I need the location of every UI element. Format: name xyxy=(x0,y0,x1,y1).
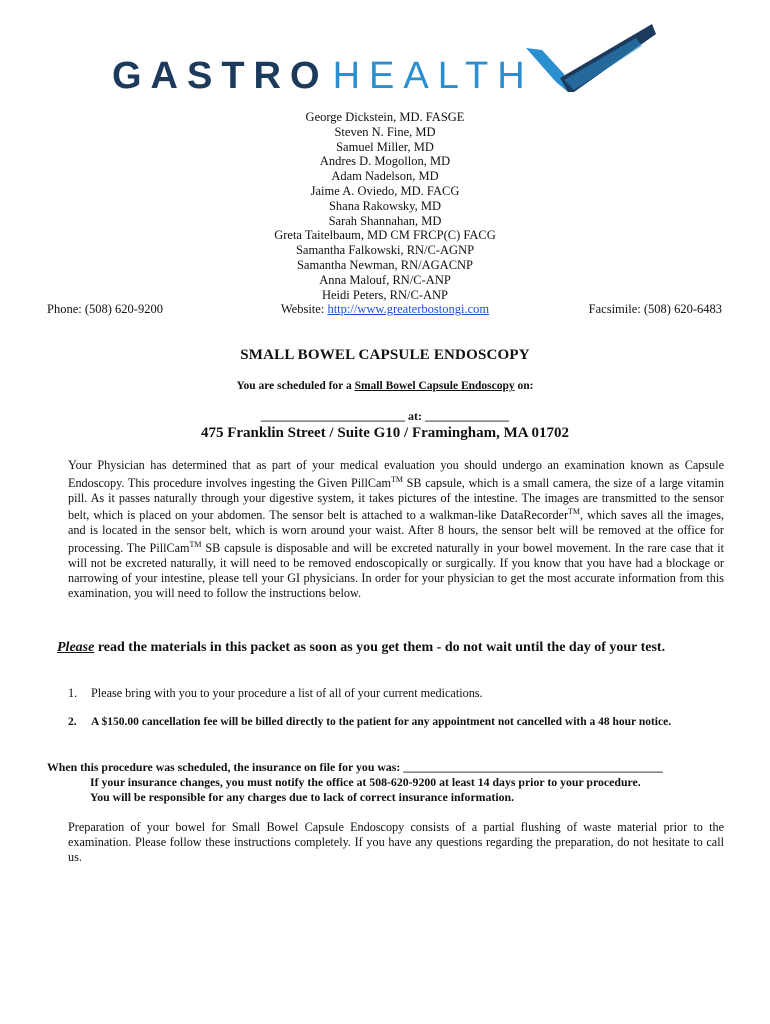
intro-text-2: SB capsule, which is a small camera, the size of a large vitamin pill. As it passes naturally through your digestive system, it takes pictures of the intestine. The images are transmitted to the sensor belt, which is placed on your abdomen. The sensor belt is attached to a walkman-like DataRecorder xyxy=(68,475,724,523)
list-text: A $150.00 cancellation fee will be billed directly to the patient for any appointment not cancelled with a 48 hour notice. xyxy=(91,716,672,728)
document-title: SMALL BOWEL CAPSULE ENDOSCOPY xyxy=(240,347,530,363)
list-item xyxy=(68,686,728,701)
appointment-date-time-blank: ________________________ at: ______________ xyxy=(261,409,509,423)
phone-number: Phone: (508) 620-9200 xyxy=(47,302,163,316)
insurance-change-note: If your insurance changes, you must notify the office at 508-620-9200 at least 14 days prior to your procedure. xyxy=(90,775,641,789)
staff-name: Sarah Shannahan, MD xyxy=(328,213,442,228)
website-label: Website: xyxy=(280,302,328,317)
list-number: 2. xyxy=(68,716,77,728)
list-item xyxy=(68,715,728,730)
gastro-health-logo xyxy=(112,20,658,96)
staff-name: George Dickstein, MD. FASGE xyxy=(305,110,465,124)
staff-name: Steven N. Fine, MD xyxy=(334,124,436,139)
staff-name: Andres D. Mogollon, MD xyxy=(319,154,451,169)
checkmark-swoosh-icon xyxy=(524,20,658,96)
staff-name: Shana Rakowsky, MD xyxy=(328,198,442,213)
insurance-responsibility-note: You will be responsible for any charges due to lack of correct insurance information. xyxy=(90,790,515,804)
insurance-on-file-line: When this procedure was scheduled, the insurance on file for you was: ____________________________________________ xyxy=(47,760,663,774)
prep-paragraph: Preparation of your bowel for Small Bowel Capsule Endoscopy consists of a partial flushing of waste material prior to the examination. Please follow these instructions completely. If you have any questions regarding the preparation, do not hesitate to call us. xyxy=(68,820,724,864)
staff-list xyxy=(0,110,770,317)
read-materials-notice xyxy=(57,640,665,656)
staff-name: Anna Malouf, RN/C-ANP xyxy=(319,272,451,287)
notice-emphasis: Please xyxy=(57,640,95,655)
staff-name: Adam Nadelson, MD xyxy=(331,169,439,184)
staff-name: Samantha Newman, RN/AGACNP xyxy=(296,257,474,272)
staff-name: Samuel Miller, MD xyxy=(336,139,434,154)
staff-name: Greta Taitelbaum, MD CM FRCP(C) FACG xyxy=(274,228,496,243)
intro-text-1: Your Physician has determined that as part of your medical evaluation you should undergo an examination known as Capsule Endoscopy. This procedure involves ingesting the Given PillCam xyxy=(68,458,724,490)
intro-text-4: SB capsule is disposable and will be excreted naturally in your bowel movement. In the rare case that it will not be excreted naturally, it will need to be removed endoscopically or surgically. If you know that you have had a blockage or narrowing of your intestine, please tell your GI physicians. In order for your physician to get the most accurate information from this examination, you will need to follow the instructions below. xyxy=(68,541,724,600)
office-address: 475 Franklin Street / Suite G10 / Framingham, MA 01702 xyxy=(200,425,570,441)
scheduled-line xyxy=(0,380,770,392)
trademark-mark: TM xyxy=(568,507,581,517)
logo-gastro-text: GASTRO xyxy=(112,55,329,97)
insurance-section xyxy=(47,760,737,805)
list-number: 1. xyxy=(68,686,78,700)
intro-paragraph xyxy=(68,458,724,600)
website-link[interactable]: http://www.greaterbostongi.com xyxy=(327,302,490,317)
trademark-mark: TM xyxy=(390,474,403,484)
staff-name: Samantha Falkowski, RN/C-AGNP xyxy=(295,243,475,258)
staff-name: Heidi Peters, RN/C-ANP xyxy=(321,287,449,302)
logo-health-text: HEALTH xyxy=(332,55,534,97)
staff-name: Jaime A. Oviedo, MD. FACG xyxy=(310,183,460,198)
scheduled-procedure: Small Bowel Capsule Endoscopy xyxy=(354,380,515,392)
scheduled-prefix: You are scheduled for a xyxy=(236,380,355,392)
logo-wordmark xyxy=(112,56,534,96)
list-text: Please bring with you to your procedure a list of all of your current medications. xyxy=(91,686,483,700)
intro-text-3: , which saves all the images, and is located in the sensor belt, which is worn around your waist. After 8 hours, the sensor belt will be removed at the office for processing. The PillCam xyxy=(68,508,724,556)
scheduled-suffix: on: xyxy=(514,380,534,392)
trademark-mark: TM xyxy=(189,540,202,550)
notice-text: read the materials in this packet as soon as you get them - do not wait until the day of your test. xyxy=(94,640,666,655)
fax-number: Facsimile: (508) 620-6483 xyxy=(588,302,722,316)
